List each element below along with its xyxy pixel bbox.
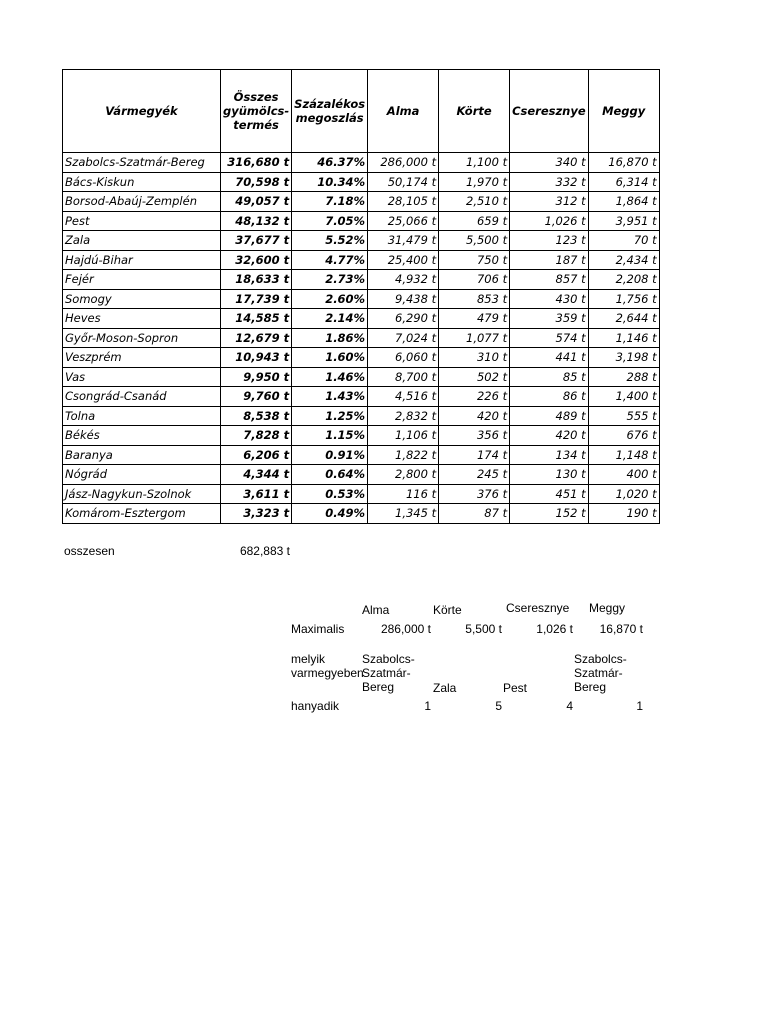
table-row [63, 172, 660, 192]
table-row [63, 289, 660, 309]
total-cell[interactable]: 316,680 t [221, 153, 292, 173]
table-row [63, 504, 660, 524]
rank-value-korte[interactable]: 5 [495, 699, 502, 713]
percent-cell[interactable]: 2.73% [292, 270, 368, 290]
meggy-cell[interactable]: 16,870 t [588, 153, 659, 173]
which-county-label[interactable]: melyik varmegyeben [291, 652, 364, 680]
alma-cell[interactable]: 50,174 t [368, 172, 439, 192]
table-row [63, 445, 660, 465]
county-cell[interactable]: Heves [63, 309, 221, 329]
korte-cell[interactable]: 853 t [439, 289, 510, 309]
county-cell[interactable]: Vas [63, 367, 221, 387]
meggy-cell[interactable]: 70 t [588, 231, 659, 251]
alma-cell[interactable]: 4,932 t [368, 270, 439, 290]
header-cell-alma[interactable]: Alma [368, 70, 439, 153]
korte-cell[interactable]: 174 t [439, 445, 510, 465]
cseresznye-cell[interactable]: 332 t [510, 172, 589, 192]
percent-cell[interactable]: 1.15% [292, 426, 368, 446]
table-row [63, 367, 660, 387]
percent-cell[interactable]: 4.77% [292, 250, 368, 270]
meggy-cell[interactable]: 1,146 t [588, 328, 659, 348]
county-cell[interactable]: Borsod-Abaúj-Zemplén [63, 192, 221, 212]
county-cell[interactable]: Zala [63, 231, 221, 251]
cseresznye-cell[interactable]: 1,026 t [510, 211, 589, 231]
county-cell[interactable]: Baranya [63, 445, 221, 465]
header-cell-counties[interactable]: Vármegyék [63, 70, 221, 153]
meggy-cell[interactable]: 6,314 t [588, 172, 659, 192]
korte-cell[interactable]: 5,500 t [439, 231, 510, 251]
percent-cell[interactable]: 0.64% [292, 465, 368, 485]
summary-header-cseresznye[interactable]: Cseresznye [506, 601, 570, 615]
summary-header-korte[interactable]: Körte [433, 603, 462, 617]
meggy-cell[interactable]: 2,208 t [588, 270, 659, 290]
percent-cell[interactable]: 46.37% [292, 153, 368, 173]
total-cell[interactable]: 18,633 t [221, 270, 292, 290]
table-row [63, 250, 660, 270]
max-value-alma[interactable]: 286,000 t [380, 622, 431, 636]
meggy-cell[interactable]: 555 t [588, 406, 659, 426]
korte-cell[interactable]: 245 t [439, 465, 510, 485]
percent-cell[interactable]: 1.25% [292, 406, 368, 426]
korte-cell[interactable]: 502 t [439, 367, 510, 387]
korte-cell[interactable]: 2,510 t [439, 192, 510, 212]
total-cell[interactable]: 32,600 t [221, 250, 292, 270]
total-cell[interactable]: 10,943 t [221, 348, 292, 368]
cseresznye-cell[interactable]: 489 t [510, 406, 589, 426]
meggy-cell[interactable]: 3,951 t [588, 211, 659, 231]
alma-cell[interactable]: 1,822 t [368, 445, 439, 465]
table-row [63, 426, 660, 446]
korte-cell[interactable]: 356 t [439, 426, 510, 446]
county-cell[interactable]: Fejér [63, 270, 221, 290]
county-cell[interactable]: Jász-Nagykun-Szolnok [63, 484, 221, 504]
alma-cell[interactable]: 9,438 t [368, 289, 439, 309]
alma-cell[interactable]: 116 t [368, 484, 439, 504]
table-row [63, 348, 660, 368]
percent-cell[interactable]: 1.86% [292, 328, 368, 348]
percent-cell[interactable]: 2.14% [292, 309, 368, 329]
total-cell[interactable]: 9,950 t [221, 367, 292, 387]
total-cell[interactable]: 3,323 t [221, 504, 292, 524]
percent-cell[interactable]: 1.43% [292, 387, 368, 407]
total-cell[interactable]: 17,739 t [221, 289, 292, 309]
which-county-meggy[interactable]: Szabolcs-Szatmár-Bereg [574, 652, 627, 694]
alma-cell[interactable]: 1,106 t [368, 426, 439, 446]
percent-cell[interactable]: 0.53% [292, 484, 368, 504]
meggy-cell[interactable]: 1,756 t [588, 289, 659, 309]
total-value[interactable]: 682,883 t [239, 544, 290, 558]
percent-cell[interactable]: 0.49% [292, 504, 368, 524]
korte-cell[interactable]: 479 t [439, 309, 510, 329]
header-cell-percent[interactable]: Százalékos megoszlás [292, 70, 368, 153]
percent-cell[interactable]: 1.46% [292, 367, 368, 387]
total-cell[interactable]: 49,057 t [221, 192, 292, 212]
county-cell[interactable]: Hajdú-Bihar [63, 250, 221, 270]
meggy-cell[interactable]: 400 t [588, 465, 659, 485]
header-cell-korte[interactable]: Körte [439, 70, 510, 153]
county-cell[interactable]: Pest [63, 211, 221, 231]
cseresznye-cell[interactable]: 134 t [510, 445, 589, 465]
korte-cell[interactable]: 1,100 t [439, 153, 510, 173]
total-label[interactable]: osszesen [64, 544, 115, 558]
summary-header-meggy[interactable]: Meggy [589, 601, 626, 615]
meggy-cell[interactable]: 1,020 t [588, 484, 659, 504]
total-cell[interactable]: 12,679 t [221, 328, 292, 348]
which-county-alma[interactable]: Szabolcs-Szatmár-Bereg [362, 652, 415, 694]
cseresznye-cell[interactable]: 86 t [510, 387, 589, 407]
total-cell[interactable]: 4,344 t [221, 465, 292, 485]
total-cell[interactable]: 9,760 t [221, 387, 292, 407]
meggy-cell[interactable]: 288 t [588, 367, 659, 387]
percent-cell[interactable]: 7.18% [292, 192, 368, 212]
alma-cell[interactable]: 7,024 t [368, 328, 439, 348]
table-row [63, 406, 660, 426]
county-cell[interactable]: Bács-Kiskun [63, 172, 221, 192]
county-cell[interactable]: Somogy [63, 289, 221, 309]
meggy-cell[interactable]: 1,864 t [588, 192, 659, 212]
header-cell-total[interactable]: Összes gyümölcs-termés [221, 70, 292, 153]
korte-cell[interactable]: 659 t [439, 211, 510, 231]
alma-cell[interactable]: 286,000 t [368, 153, 439, 173]
alma-cell[interactable]: 4,516 t [368, 387, 439, 407]
summary-header-alma[interactable]: Alma [362, 603, 390, 617]
rank-value-cseresznye[interactable]: 4 [566, 699, 573, 713]
max-value-cseresznye[interactable]: 1,026 t [536, 622, 573, 636]
table-body [63, 153, 660, 524]
table-row [63, 484, 660, 504]
cseresznye-cell[interactable]: 441 t [510, 348, 589, 368]
cseresznye-cell[interactable]: 340 t [510, 153, 589, 173]
table-header-row [63, 70, 660, 153]
county-cell[interactable]: Csongrád-Csanád [63, 387, 221, 407]
alma-cell[interactable]: 8,700 t [368, 367, 439, 387]
fruit-production-table [62, 69, 660, 524]
total-cell[interactable]: 37,677 t [221, 231, 292, 251]
table-row [63, 387, 660, 407]
cseresznye-cell[interactable]: 130 t [510, 465, 589, 485]
alma-cell[interactable]: 2,800 t [368, 465, 439, 485]
alma-cell[interactable]: 25,400 t [368, 250, 439, 270]
percent-cell[interactable]: 2.60% [292, 289, 368, 309]
table-row [63, 270, 660, 290]
korte-cell[interactable]: 310 t [439, 348, 510, 368]
meggy-cell[interactable]: 1,400 t [588, 387, 659, 407]
table-row [63, 309, 660, 329]
total-cell[interactable]: 8,538 t [221, 406, 292, 426]
korte-cell[interactable]: 750 t [439, 250, 510, 270]
cseresznye-cell[interactable]: 187 t [510, 250, 589, 270]
alma-cell[interactable]: 28,105 t [368, 192, 439, 212]
alma-cell[interactable]: 6,060 t [368, 348, 439, 368]
county-cell[interactable]: Békés [63, 426, 221, 446]
county-cell[interactable]: Veszprém [63, 348, 221, 368]
table-row [63, 192, 660, 212]
table-row [63, 328, 660, 348]
rank-value-meggy[interactable]: 1 [636, 699, 643, 713]
total-cell[interactable]: 48,132 t [221, 211, 292, 231]
rank-value-alma[interactable]: 1 [424, 699, 431, 713]
cseresznye-cell[interactable]: 420 t [510, 426, 589, 446]
percent-cell[interactable]: 1.60% [292, 348, 368, 368]
county-cell[interactable]: Szabolcs-Szatmár-Bereg [63, 153, 221, 173]
table-row [63, 153, 660, 173]
cseresznye-cell[interactable]: 430 t [510, 289, 589, 309]
county-cell[interactable]: Nógrád [63, 465, 221, 485]
alma-cell[interactable]: 6,290 t [368, 309, 439, 329]
percent-cell[interactable]: 0.91% [292, 445, 368, 465]
percent-cell[interactable]: 10.34% [292, 172, 368, 192]
meggy-cell[interactable]: 2,434 t [588, 250, 659, 270]
korte-cell[interactable]: 1,077 t [439, 328, 510, 348]
total-cell[interactable]: 70,598 t [221, 172, 292, 192]
meggy-cell[interactable]: 3,198 t [588, 348, 659, 368]
cseresznye-cell[interactable]: 574 t [510, 328, 589, 348]
meggy-cell[interactable]: 2,644 t [588, 309, 659, 329]
which-county-cseresznye[interactable]: Pest [503, 681, 528, 695]
max-value-meggy[interactable]: 16,870 t [599, 622, 643, 636]
county-cell[interactable]: Komárom-Esztergom [63, 504, 221, 524]
korte-cell[interactable]: 420 t [439, 406, 510, 426]
table-row [63, 465, 660, 485]
cseresznye-cell[interactable]: 123 t [510, 231, 589, 251]
meggy-cell[interactable]: 190 t [588, 504, 659, 524]
meggy-cell[interactable]: 676 t [588, 426, 659, 446]
rank-label[interactable]: hanyadik [291, 699, 340, 713]
percent-cell[interactable]: 7.05% [292, 211, 368, 231]
korte-cell[interactable]: 1,970 t [439, 172, 510, 192]
korte-cell[interactable]: 706 t [439, 270, 510, 290]
county-cell[interactable]: Győr-Moson-Sopron [63, 328, 221, 348]
max-label[interactable]: Maximalis [291, 622, 345, 636]
cseresznye-cell[interactable]: 359 t [510, 309, 589, 329]
header-cell-cseresznye[interactable]: Cseresznye [510, 70, 589, 153]
total-cell[interactable]: 7,828 t [221, 426, 292, 446]
cseresznye-cell[interactable]: 312 t [510, 192, 589, 212]
alma-cell[interactable]: 1,345 t [368, 504, 439, 524]
which-county-korte[interactable]: Zala [433, 681, 457, 695]
korte-cell[interactable]: 226 t [439, 387, 510, 407]
max-value-korte[interactable]: 5,500 t [465, 622, 502, 636]
alma-cell[interactable]: 2,832 t [368, 406, 439, 426]
table-row [63, 231, 660, 251]
meggy-cell[interactable]: 1,148 t [588, 445, 659, 465]
total-cell[interactable]: 6,206 t [221, 445, 292, 465]
county-cell[interactable]: Tolna [63, 406, 221, 426]
korte-cell[interactable]: 87 t [439, 504, 510, 524]
header-cell-meggy[interactable]: Meggy [588, 70, 659, 153]
alma-cell[interactable]: 31,479 t [368, 231, 439, 251]
percent-cell[interactable]: 5.52% [292, 231, 368, 251]
cseresznye-cell[interactable]: 451 t [510, 484, 589, 504]
cseresznye-cell[interactable]: 85 t [510, 367, 589, 387]
korte-cell[interactable]: 376 t [439, 484, 510, 504]
cseresznye-cell[interactable]: 152 t [510, 504, 589, 524]
cseresznye-cell[interactable]: 857 t [510, 270, 589, 290]
total-cell[interactable]: 3,611 t [221, 484, 292, 504]
alma-cell[interactable]: 25,066 t [368, 211, 439, 231]
table-row [63, 211, 660, 231]
total-cell[interactable]: 14,585 t [221, 309, 292, 329]
